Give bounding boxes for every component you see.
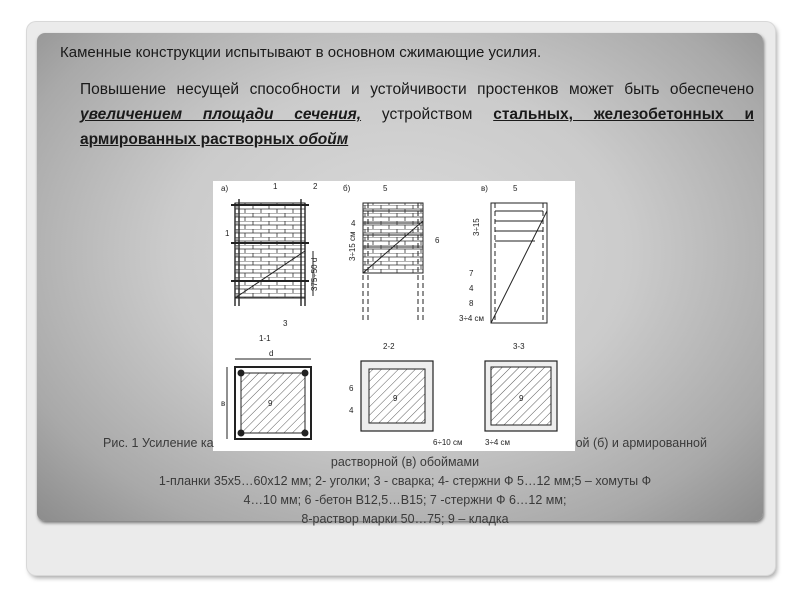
emphasis-cross-section: увеличением площади сечения,	[80, 106, 362, 123]
label-2-a: 2	[313, 182, 318, 191]
emphasis-jackets: стальных, железобетонных и армированных растворных	[80, 106, 754, 148]
dim-a: 375÷50 d	[310, 257, 319, 291]
caption-line-4: 4…10 мм; 6 -бетон В12,5…В15; 7 -стержни Ф 6…12 мм;	[243, 493, 567, 507]
reinforcement-figure	[213, 181, 575, 451]
label-8-v: 8	[469, 299, 474, 308]
dim-v2: 3÷4 см	[459, 314, 485, 323]
intro-line: Каменные конструкции испытывают в основном сжимающие усилия.	[60, 44, 542, 61]
emphasis-oboim: обойм	[298, 131, 349, 148]
label-5-b: 5	[383, 184, 388, 193]
elevation-b	[343, 184, 440, 321]
section-label-1-1: 1-1	[259, 334, 271, 343]
label-9-v: 9	[519, 394, 524, 403]
caption-line-5: 8-раствор марки 50…75; 9 – кладка	[301, 512, 509, 526]
label-1-a: 1	[273, 182, 278, 191]
label-5-v: 5	[513, 184, 518, 193]
label-1-left: 1	[225, 229, 230, 238]
para-start: Повышение несущей способности и устойчивости простенков может быть обеспечено	[80, 81, 754, 98]
label-7-v: 7	[469, 269, 474, 278]
label-4-b: 4	[351, 219, 356, 228]
label-v: в)	[481, 184, 488, 193]
main-paragraph	[60, 77, 754, 152]
caption-line-1	[50, 434, 760, 453]
label-4-v: 4	[469, 284, 474, 293]
label-b: б)	[343, 184, 351, 193]
section-1-1	[221, 334, 311, 439]
para-mid: устройством	[361, 106, 494, 123]
dim-v: 3÷15	[472, 218, 481, 236]
caption-line-3: 1-планки 35х5…60х12 мм; 2- уголки; 3 - сварка; 4- стержни Ф 5…12 мм;5 – хомуты Ф	[158, 474, 652, 488]
caption-line-1-right: ой (б) и армированной	[575, 436, 707, 450]
elevation-v	[459, 184, 547, 323]
dim-3: 3÷4 см	[485, 438, 511, 447]
dim-d: d	[269, 349, 274, 358]
label-6-s: 6	[349, 384, 354, 393]
section-label-3-3: 3-3	[513, 342, 525, 351]
label-9-a: 9	[268, 399, 273, 408]
label-3-a: 3	[283, 319, 288, 328]
section-3-3	[485, 342, 557, 447]
label-4-s: 4	[349, 406, 354, 415]
paragraph-body	[60, 77, 754, 152]
caption-line-1-left: Рис. 1 Усиление ка	[103, 436, 214, 450]
dim-b: 3÷15 см	[348, 231, 357, 261]
section-label-2-2: 2-2	[383, 342, 395, 351]
label-6-b: 6	[435, 236, 440, 245]
label-a: а)	[221, 184, 229, 193]
figure-caption	[50, 434, 760, 529]
label-9-b: 9	[393, 394, 398, 403]
section-2-2	[349, 342, 462, 447]
caption-line-2: растворной (в) обоймами	[330, 455, 480, 469]
dim-6: 6÷10 см	[433, 438, 463, 447]
elevation-a	[221, 182, 319, 328]
dim-h: в	[221, 399, 226, 408]
